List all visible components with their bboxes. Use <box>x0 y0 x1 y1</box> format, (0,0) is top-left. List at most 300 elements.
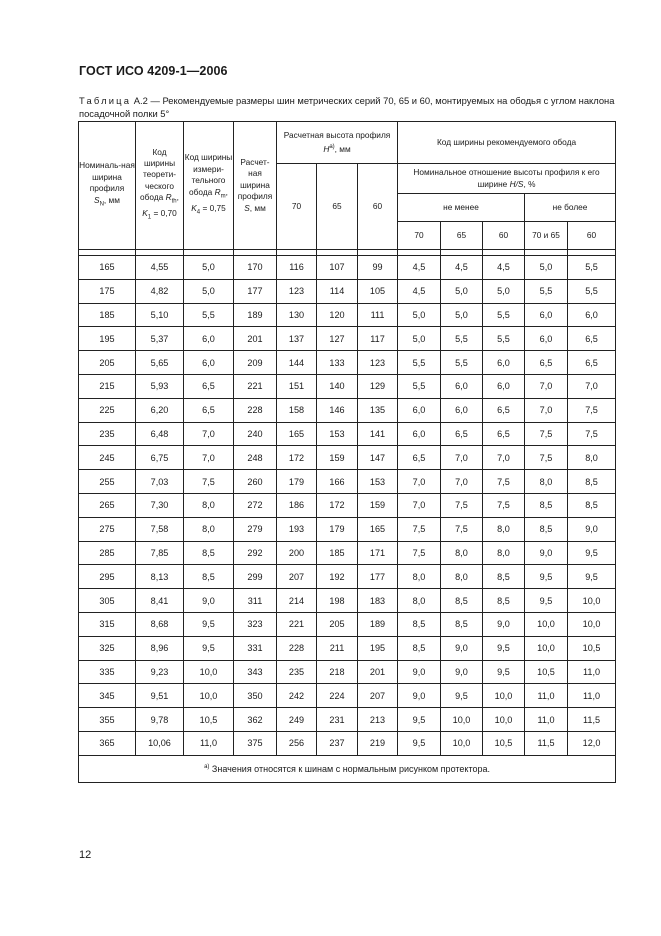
table-cell: 207 <box>277 565 317 589</box>
table-cell: 265 <box>79 493 136 517</box>
table-cell: 275 <box>79 517 136 541</box>
table-cell: 9,0 <box>568 517 616 541</box>
table-row <box>79 731 616 755</box>
table-cell: 9,5 <box>568 541 616 565</box>
table-cell: 183 <box>358 589 398 613</box>
table-cell: 9,5 <box>483 636 525 660</box>
table-cell: 177 <box>358 565 398 589</box>
table-cell: 7,5 <box>525 446 568 470</box>
table-cell: 256 <box>277 731 317 755</box>
table-row <box>79 446 616 470</box>
table-cell: 8,5 <box>184 541 234 565</box>
table-cell: 7,0 <box>184 446 234 470</box>
table-cell: 144 <box>277 351 317 375</box>
table-cell: 205 <box>317 612 358 636</box>
table-cell: 5,5 <box>398 351 441 375</box>
table-cell: 201 <box>234 327 277 351</box>
table-row <box>79 541 616 565</box>
table-cell: 151 <box>277 374 317 398</box>
table-cell: 221 <box>277 612 317 636</box>
table-cell: 6,5 <box>483 422 525 446</box>
table-cell: 8,0 <box>184 517 234 541</box>
table-cell: 6,48 <box>136 422 184 446</box>
table-cell: 9,5 <box>525 589 568 613</box>
table-cell: 8,5 <box>525 493 568 517</box>
table-cell: 8,96 <box>136 636 184 660</box>
table-cell: 355 <box>79 708 136 732</box>
table-cell: 9,5 <box>525 565 568 589</box>
table-cell: 6,0 <box>525 327 568 351</box>
table-cell: 4,55 <box>136 256 184 280</box>
table-row <box>79 636 616 660</box>
table-cell: 6,75 <box>136 446 184 470</box>
table-row <box>79 684 616 708</box>
table-cell: 5,5 <box>483 303 525 327</box>
header-max-70-65: 70 и 65 <box>525 222 568 250</box>
table-cell: 9,0 <box>398 660 441 684</box>
table-cell: 6,5 <box>184 374 234 398</box>
table-caption <box>79 94 617 120</box>
table-cell: 225 <box>79 398 136 422</box>
table-row <box>79 708 616 732</box>
table-cell: 8,0 <box>525 470 568 494</box>
table-cell: 5,10 <box>136 303 184 327</box>
table-cell: 10,06 <box>136 731 184 755</box>
table-cell: 10,0 <box>184 684 234 708</box>
table-cell: 10,0 <box>483 684 525 708</box>
header-recommended-rim: Код ширины рекомендуемого обода <box>398 122 616 164</box>
table-cell: 350 <box>234 684 277 708</box>
table-cell: 5,5 <box>441 351 483 375</box>
table-row <box>79 327 616 351</box>
table-cell: 5,0 <box>525 256 568 280</box>
table-cell: 172 <box>317 493 358 517</box>
table-cell: 221 <box>234 374 277 398</box>
table-cell: 4,5 <box>398 256 441 280</box>
table-cell: 116 <box>277 256 317 280</box>
table-cell: 200 <box>277 541 317 565</box>
table-cell: 4,5 <box>441 256 483 280</box>
header-max-60: 60 <box>568 222 616 250</box>
table-cell: 5,0 <box>184 279 234 303</box>
table-cell: 159 <box>317 446 358 470</box>
table-cell: 6,0 <box>483 374 525 398</box>
document-header: ГОСТ ИСО 4209-1—2006 <box>79 64 228 78</box>
table-cell: 6,20 <box>136 398 184 422</box>
table-cell: 8,0 <box>398 589 441 613</box>
header-not-more: не более <box>525 194 616 222</box>
table-cell: 6,0 <box>398 422 441 446</box>
table-cell: 195 <box>358 636 398 660</box>
table-cell: 9,51 <box>136 684 184 708</box>
table-cell: 185 <box>317 541 358 565</box>
table-cell: 7,0 <box>525 398 568 422</box>
table-cell: 177 <box>234 279 277 303</box>
table-cell: 8,13 <box>136 565 184 589</box>
table-cell: 7,0 <box>441 446 483 470</box>
table-cell: 7,5 <box>441 493 483 517</box>
table-cell: 129 <box>358 374 398 398</box>
header-min-65: 65 <box>441 222 483 250</box>
table-cell: 345 <box>79 684 136 708</box>
table-cell: 323 <box>234 612 277 636</box>
table-cell: 9,5 <box>184 636 234 660</box>
table-cell: 105 <box>358 279 398 303</box>
table-cell: 10,0 <box>441 731 483 755</box>
table-row <box>79 517 616 541</box>
caption-label: Таблица <box>79 95 132 106</box>
table-cell: 9,0 <box>441 660 483 684</box>
table-cell: 6,0 <box>525 303 568 327</box>
table-cell: 179 <box>317 517 358 541</box>
table-cell: 9,5 <box>568 565 616 589</box>
table-cell: 114 <box>317 279 358 303</box>
table-cell: 9,5 <box>398 731 441 755</box>
table-cell: 185 <box>79 303 136 327</box>
header-nominal-width: Номиналь-ная ширина профиля $S_N$, мм <box>79 122 136 250</box>
table-cell: 231 <box>317 708 358 732</box>
table-cell: 260 <box>234 470 277 494</box>
table-cell: 158 <box>277 398 317 422</box>
table-cell: 248 <box>234 446 277 470</box>
table-cell: 315 <box>79 612 136 636</box>
table-cell: 8,0 <box>483 541 525 565</box>
table-cell: 11,5 <box>525 731 568 755</box>
table-cell: 10,5 <box>184 708 234 732</box>
table-cell: 189 <box>358 612 398 636</box>
table-cell: 8,5 <box>525 517 568 541</box>
table-cell: 9,0 <box>184 589 234 613</box>
table-cell: 9,78 <box>136 708 184 732</box>
page-number: 12 <box>79 849 92 861</box>
table-body <box>79 256 616 756</box>
table-cell: 224 <box>317 684 358 708</box>
table-cell: 5,37 <box>136 327 184 351</box>
table-cell: 6,5 <box>441 422 483 446</box>
table-cell: 6,5 <box>568 327 616 351</box>
table-cell: 5,0 <box>398 327 441 351</box>
table-cell: 166 <box>317 470 358 494</box>
table-cell: 7,5 <box>483 493 525 517</box>
table-cell: 6,5 <box>483 398 525 422</box>
footnote-row <box>79 755 616 782</box>
table-cell: 8,68 <box>136 612 184 636</box>
table-cell: 10,0 <box>525 636 568 660</box>
table-cell: 7,5 <box>483 470 525 494</box>
table-cell: 11,0 <box>525 708 568 732</box>
table-cell: 137 <box>277 327 317 351</box>
table-cell: 10,0 <box>568 589 616 613</box>
table-cell: 285 <box>79 541 136 565</box>
table-cell: 8,5 <box>483 565 525 589</box>
table-cell: 7,30 <box>136 493 184 517</box>
table-cell: 8,5 <box>398 636 441 660</box>
table-cell: 7,85 <box>136 541 184 565</box>
table-cell: 198 <box>317 589 358 613</box>
table-cell: 209 <box>234 351 277 375</box>
table-cell: 99 <box>358 256 398 280</box>
table-cell: 135 <box>358 398 398 422</box>
table-cell: 299 <box>234 565 277 589</box>
table-cell: 171 <box>358 541 398 565</box>
table-cell: 146 <box>317 398 358 422</box>
table-cell: 153 <box>358 470 398 494</box>
header-not-less: не менее <box>398 194 525 222</box>
table-cell: 189 <box>234 303 277 327</box>
table-row <box>79 398 616 422</box>
table-cell: 5,5 <box>568 256 616 280</box>
header-height-65: 65 <box>317 164 358 250</box>
table-cell: 7,5 <box>525 422 568 446</box>
table-cell: 8,5 <box>483 589 525 613</box>
table-cell: 249 <box>277 708 317 732</box>
table-cell: 7,58 <box>136 517 184 541</box>
header-measuring-rim: Код ширины измери-тельного обода $R_m$, $K_4 = 0,75$ <box>184 122 234 250</box>
table-row <box>79 470 616 494</box>
header-aspect-ratio: Номинальное отношение высоты профиля к его ширине H/S, % <box>398 164 616 194</box>
table-row <box>79 374 616 398</box>
table-cell: 10,5 <box>483 731 525 755</box>
table-row <box>79 589 616 613</box>
table-cell: 170 <box>234 256 277 280</box>
table-cell: 6,0 <box>184 351 234 375</box>
table-cell: 10,0 <box>568 612 616 636</box>
table-cell: 7,5 <box>398 541 441 565</box>
table-cell: 8,0 <box>483 517 525 541</box>
table-cell: 9,0 <box>525 541 568 565</box>
table-cell: 10,0 <box>483 708 525 732</box>
header-min-60: 60 <box>483 222 525 250</box>
table-cell: 172 <box>277 446 317 470</box>
header-min-70: 70 <box>398 222 441 250</box>
table-cell: 7,5 <box>568 398 616 422</box>
table-cell: 6,0 <box>441 374 483 398</box>
table-cell: 117 <box>358 327 398 351</box>
table-cell: 5,5 <box>568 279 616 303</box>
table-cell: 245 <box>79 446 136 470</box>
table-cell: 179 <box>277 470 317 494</box>
table-cell: 228 <box>277 636 317 660</box>
table-cell: 214 <box>277 589 317 613</box>
caption-text: — Рекомендуемые размеры шин метрических серий 70, 65 и 60, монтируемых на ободья с углом наклона посадочной полки 5° <box>79 95 615 119</box>
table-cell: 201 <box>358 660 398 684</box>
table-cell: 7,0 <box>568 374 616 398</box>
table-cell: 5,0 <box>184 256 234 280</box>
table-cell: 242 <box>277 684 317 708</box>
table-cell: 133 <box>317 351 358 375</box>
table-cell: 7,0 <box>398 493 441 517</box>
table-cell: 8,41 <box>136 589 184 613</box>
table-row <box>79 422 616 446</box>
table-cell: 7,0 <box>525 374 568 398</box>
table-cell: 11,0 <box>525 684 568 708</box>
table-cell: 7,5 <box>441 517 483 541</box>
table-cell: 331 <box>234 636 277 660</box>
table-cell: 335 <box>79 660 136 684</box>
table-row <box>79 612 616 636</box>
table-cell: 192 <box>317 565 358 589</box>
table-cell: 141 <box>358 422 398 446</box>
caption-number: А.2 <box>133 95 148 106</box>
table-cell: 11,0 <box>568 684 616 708</box>
table-cell: 5,0 <box>441 279 483 303</box>
table-cell: 7,5 <box>398 517 441 541</box>
table-cell: 8,5 <box>441 589 483 613</box>
table-cell: 111 <box>358 303 398 327</box>
table-cell: 6,0 <box>184 327 234 351</box>
table-row <box>79 660 616 684</box>
header-height-60: 60 <box>358 164 398 250</box>
table-cell: 6,0 <box>398 398 441 422</box>
table-row <box>79 565 616 589</box>
table-cell: 5,0 <box>398 303 441 327</box>
table-cell: 8,5 <box>568 470 616 494</box>
table-cell: 6,5 <box>184 398 234 422</box>
table-cell: 165 <box>358 517 398 541</box>
table-cell: 7,5 <box>184 470 234 494</box>
table-cell: 10,0 <box>441 708 483 732</box>
table-cell: 8,0 <box>398 565 441 589</box>
table-cell: 12,0 <box>568 731 616 755</box>
table-cell: 237 <box>317 731 358 755</box>
table-cell: 5,5 <box>441 327 483 351</box>
table-cell: 11,5 <box>568 708 616 732</box>
table-cell: 7,5 <box>568 422 616 446</box>
header-calculated-width: Расчет-ная ширина профиля S, мм <box>234 122 277 250</box>
table-cell: 165 <box>79 256 136 280</box>
table-cell: 362 <box>234 708 277 732</box>
table-cell: 6,5 <box>568 351 616 375</box>
table-cell: 311 <box>234 589 277 613</box>
table-cell: 9,0 <box>398 684 441 708</box>
table-cell: 5,5 <box>184 303 234 327</box>
table-cell: 4,5 <box>398 279 441 303</box>
table-cell: 4,5 <box>483 256 525 280</box>
table-cell: 195 <box>79 327 136 351</box>
table-cell: 7,0 <box>398 470 441 494</box>
table-cell: 6,0 <box>568 303 616 327</box>
table-cell: 235 <box>79 422 136 446</box>
table-cell: 4,82 <box>136 279 184 303</box>
table-cell: 9,23 <box>136 660 184 684</box>
table-cell: 10,0 <box>184 660 234 684</box>
table-cell: 186 <box>277 493 317 517</box>
table-cell: 7,0 <box>483 446 525 470</box>
table-cell: 255 <box>79 470 136 494</box>
table-cell: 5,0 <box>483 279 525 303</box>
table-row <box>79 256 616 280</box>
table-cell: 6,5 <box>398 446 441 470</box>
table-cell: 6,0 <box>441 398 483 422</box>
table-cell: 130 <box>277 303 317 327</box>
tire-size-table <box>78 121 616 783</box>
table-cell: 207 <box>358 684 398 708</box>
table-cell: 9,0 <box>483 612 525 636</box>
table-cell: 123 <box>358 351 398 375</box>
table-row <box>79 303 616 327</box>
table-cell: 165 <box>277 422 317 446</box>
table-cell: 295 <box>79 565 136 589</box>
table-cell: 215 <box>79 374 136 398</box>
table-cell: 5,0 <box>441 303 483 327</box>
header-height-70: 70 <box>277 164 317 250</box>
table-cell: 11,0 <box>568 660 616 684</box>
table-cell: 140 <box>317 374 358 398</box>
table-cell: 8,0 <box>441 565 483 589</box>
table-cell: 5,5 <box>483 327 525 351</box>
table-cell: 10,5 <box>568 636 616 660</box>
table-cell: 7,0 <box>184 422 234 446</box>
table-cell: 7,0 <box>441 470 483 494</box>
table-cell: 5,65 <box>136 351 184 375</box>
table-cell: 8,0 <box>184 493 234 517</box>
table-cell: 8,5 <box>441 612 483 636</box>
table-cell: 5,93 <box>136 374 184 398</box>
table-cell: 235 <box>277 660 317 684</box>
table-cell: 11,0 <box>184 731 234 755</box>
table-row <box>79 493 616 517</box>
table-cell: 7,03 <box>136 470 184 494</box>
table-cell: 153 <box>317 422 358 446</box>
table-cell: 8,5 <box>568 493 616 517</box>
table-cell: 159 <box>358 493 398 517</box>
table-row <box>79 351 616 375</box>
table-cell: 325 <box>79 636 136 660</box>
table-cell: 8,0 <box>568 446 616 470</box>
table-cell: 6,0 <box>483 351 525 375</box>
table-cell: 123 <box>277 279 317 303</box>
table-cell: 193 <box>277 517 317 541</box>
table-cell: 9,5 <box>184 612 234 636</box>
table-cell: 218 <box>317 660 358 684</box>
table-cell: 127 <box>317 327 358 351</box>
table-cell: 147 <box>358 446 398 470</box>
table-cell: 9,5 <box>441 684 483 708</box>
table-cell: 292 <box>234 541 277 565</box>
footnote: $^{а)}$ Значения относятся к шинам с нормальным рисунком протектора. <box>79 755 616 782</box>
table-cell: 9,0 <box>441 636 483 660</box>
table-cell: 228 <box>234 398 277 422</box>
table-cell: 305 <box>79 589 136 613</box>
table-cell: 175 <box>79 279 136 303</box>
table-cell: 8,0 <box>441 541 483 565</box>
table-cell: 8,5 <box>184 565 234 589</box>
table-cell: 272 <box>234 493 277 517</box>
table-cell: 205 <box>79 351 136 375</box>
table-cell: 240 <box>234 422 277 446</box>
table-cell: 5,5 <box>398 374 441 398</box>
header-theoretical-rim: Код ширины теорети-ческого обода $R_{th}$, $K_1 = 0,70$ <box>136 122 184 250</box>
header-calculated-height: Расчетная высота профиля $H^{а)}$, мм <box>277 122 398 164</box>
table-cell: 10,0 <box>525 612 568 636</box>
table-cell: 9,5 <box>483 660 525 684</box>
table-cell: 343 <box>234 660 277 684</box>
table-cell: 6,5 <box>525 351 568 375</box>
table-cell: 107 <box>317 256 358 280</box>
table-cell: 365 <box>79 731 136 755</box>
table-cell: 375 <box>234 731 277 755</box>
table-cell: 211 <box>317 636 358 660</box>
table-cell: 8,5 <box>398 612 441 636</box>
table-cell: 120 <box>317 303 358 327</box>
table-cell: 10,5 <box>525 660 568 684</box>
table-cell: 279 <box>234 517 277 541</box>
table-cell: 9,5 <box>398 708 441 732</box>
table-cell: 219 <box>358 731 398 755</box>
table-cell: 213 <box>358 708 398 732</box>
table-cell: 5,5 <box>525 279 568 303</box>
table-row <box>79 279 616 303</box>
